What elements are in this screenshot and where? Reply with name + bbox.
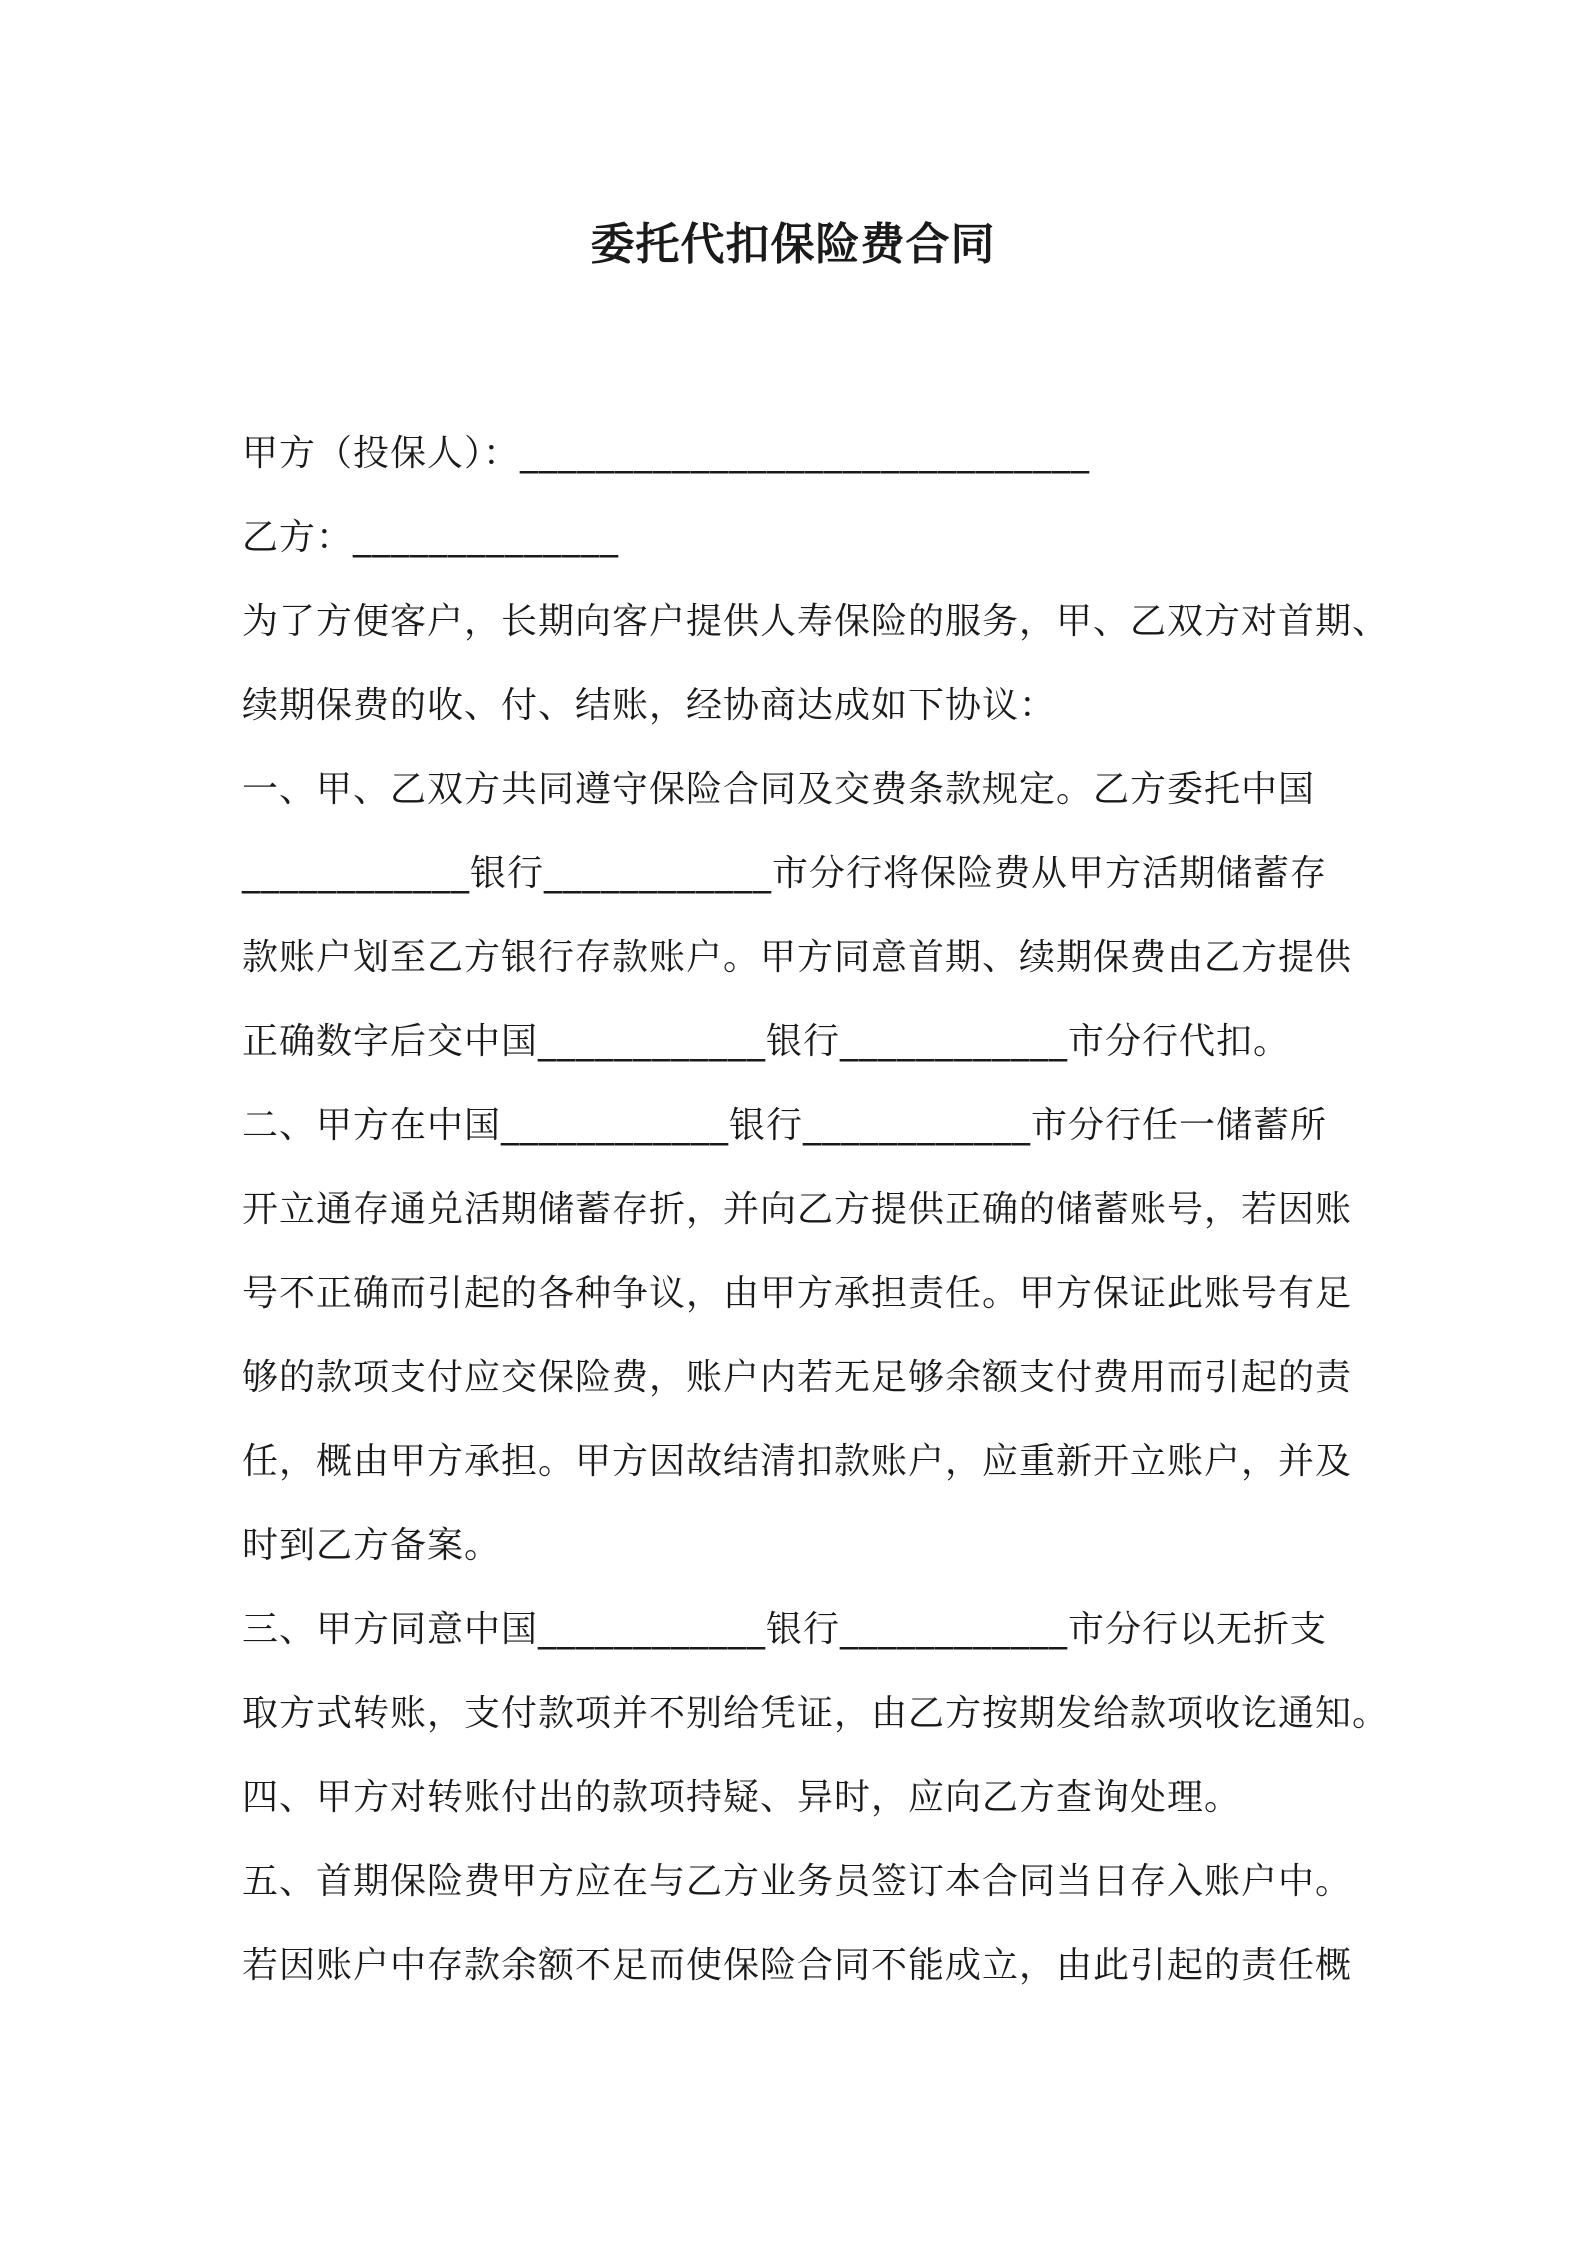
clause-2-line: 二、甲方在中国____________银行____________市分行任一储蓄所 — [242, 1105, 1328, 1146]
clause-4-line: 四、甲方对转账付出的款项持疑、异时，应向乙方查询处理。 — [242, 1777, 1242, 1818]
document-title: 委托代扣保险费合同 — [590, 219, 996, 270]
text-line: 正确数字后交中国____________银行____________市分行代扣。 — [242, 1021, 1291, 1062]
text-line: 续期保费的收、付、结账，经协商达成如下协议： — [242, 685, 1057, 726]
text-line: 时到乙方备案。 — [242, 1525, 502, 1566]
party-a-line: 甲方（投保人）：______________________________ — [242, 433, 1091, 474]
party-b-line: 乙方：______________ — [242, 517, 620, 558]
text-line: 为了方便客户，长期向客户提供人寿保险的服务，甲、乙双方对首期、 — [242, 601, 1390, 642]
text-line: 够的款项支付应交保险费，账户内若无足够余额支付费用而引起的责 — [242, 1357, 1353, 1398]
text-line: 取方式转账，支付款项并不别给凭证，由乙方按期发给款项收讫通知。 — [242, 1693, 1390, 1734]
clause-3-line: 三、甲方同意中国____________银行____________市分行以无折支 — [242, 1609, 1328, 1650]
clause-5-line: 五、首期保险费甲方应在与乙方业务员签订本合同当日存入账户中。 — [242, 1861, 1353, 1902]
text-line: ____________银行____________市分行将保险费从甲方活期储蓄存 — [242, 853, 1328, 894]
document-body — [242, 412, 1390, 2008]
text-line: 若因账户中存款余额不足而使保险合同不能成立，由此引起的责任概 — [242, 1945, 1353, 1986]
clause-1-line: 一、甲、乙双方共同遵守保险合同及交费条款规定。乙方委托中国 — [242, 769, 1316, 810]
text-line: 款账户划至乙方银行存款账户。甲方同意首期、续期保费由乙方提供 — [242, 937, 1353, 978]
text-line: 开立通存通兑活期储蓄存折，并向乙方提供正确的储蓄账号，若因账 — [242, 1189, 1353, 1230]
text-line: 号不正确而引起的各种争议，由甲方承担责任。甲方保证此账号有足 — [242, 1273, 1353, 1314]
text-line: 任，概由甲方承担。甲方因故结清扣款账户，应重新开立账户，并及 — [242, 1441, 1353, 1482]
